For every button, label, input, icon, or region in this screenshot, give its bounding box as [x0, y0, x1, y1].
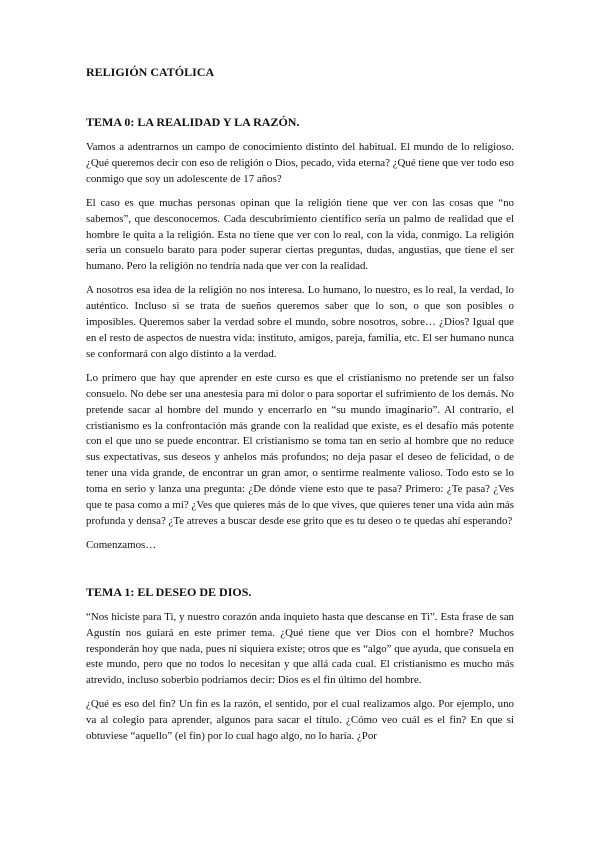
document-body	[86, 64, 514, 753]
document-title: RELIGIÓN CATÓLICA	[86, 65, 215, 79]
section-tema-0	[86, 114, 514, 554]
section-heading: TEMA 1: EL DESEO DE DIOS.	[86, 584, 252, 599]
section-heading: TEMA 0: LA REALIDAD Y LA RAZÓN.	[86, 115, 300, 129]
paragraph: Comenzamos…	[86, 538, 157, 551]
paragraph: Lo primero que hay que aprender en este curso es que el cristianismo no pretende ser un falso consuelo. No debe ser una anestesia para mi dolor o para soportar el sufrimiento de los demás. No pretende sacar al hombre del mundo y encerrarlo en “su mundo imaginario”. Al contrario, el cristianismo es la confrontación más grande con la realidad que existe, es el desafío más potente con el que uno se puede encontrar. El cristianismo se toma tan en serio al hombre que no reduce sus expectativas, sus deseos y anhelos más profundos; no deja pasar el deseo de felicidad, o de tener una vida grande, de encontrar un gran amor, o sentirme realmente valioso. Todo esto se lo toma en serio y lanza una pregunta: ¿De dónde viene esto que te pasa? Primero: ¿Te pasa? ¿Ves que te pasa como a mí? ¿Ves que quieres más de lo que vives, que quieres tener una vida aún más profunda y densa? ¿Te atreves a buscar desde ese grito que es tu deseo o te quedas ahí esperando?	[86, 371, 514, 527]
section-tema-1	[86, 584, 514, 745]
paragraph: El caso es que muchas personas opinan que la religión tiene que ver con las cosas que “no sabemos”, que desconocemos. Cada descubrimiento científico sería un palmo de realidad que el hombre le quita a la religión. Esta no tiene que ver con lo real, con la vida, conmigo. La religión sería un consuelo barato para poder superar ciertas preguntas, dudas, angustias, que tiene el ser humano. Pero la religión no tendría nada que ver con la realidad.	[86, 196, 514, 273]
paragraph: Vamos a adentrarnos un campo de conocimiento distinto del habitual. El mundo de lo religioso. ¿Qué queremos decir con eso de religión o Dios, pecado, vida eterna? ¿Qué tiene que ver todo eso conmigo que soy un adolescente de 17 años?	[86, 141, 514, 185]
paragraph: “Nos hiciste para Ti, y nuestro corazón anda inquieto hasta que descanse en Ti”. Esta frase de san Agustín nos guiará en este primer tema. ¿Qué tiene que ver Dios con el hombre? Muchos responderán hoy que nada, pues ni siquiera existe; otros que es “algo” que ayuda, que consuela en este mundo, pero que no todos lo necesitan y que allá cada cual. El cristianismo es mucho más atrevido, incluso soberbio podríamos decir: Dios es el fin último del hombre.	[86, 610, 514, 687]
paragraph: ¿Qué es eso del fin? Un fin es la razón, el sentido, por el cual realizamos algo. Por ejemplo, uno va al colegio para aprender, algunos para sacar el título. ¿Cómo veo cuál es el fin? En que si obtuviese “aquello” (el fin) por lo cual hago algo, no lo haría. ¿Por	[86, 698, 514, 743]
section-spacer	[86, 562, 514, 584]
paragraph: A nosotros esa idea de la religión no nos interesa. Lo humano, lo nuestro, es lo real, la verdad, lo auténtico. Incluso si se trata de sueños queremos saber que lo son, o que son posibles o imposibles. Queremos saber la verdad sobre el mundo, sobre nosotros, sobre… ¿Dios? Igual que en el resto de aspectos de nuestra vida: instituto, amigos, pareja, familia, etc. El ser humano nunca se conformará con algo distinto a la verdad.	[86, 284, 514, 360]
